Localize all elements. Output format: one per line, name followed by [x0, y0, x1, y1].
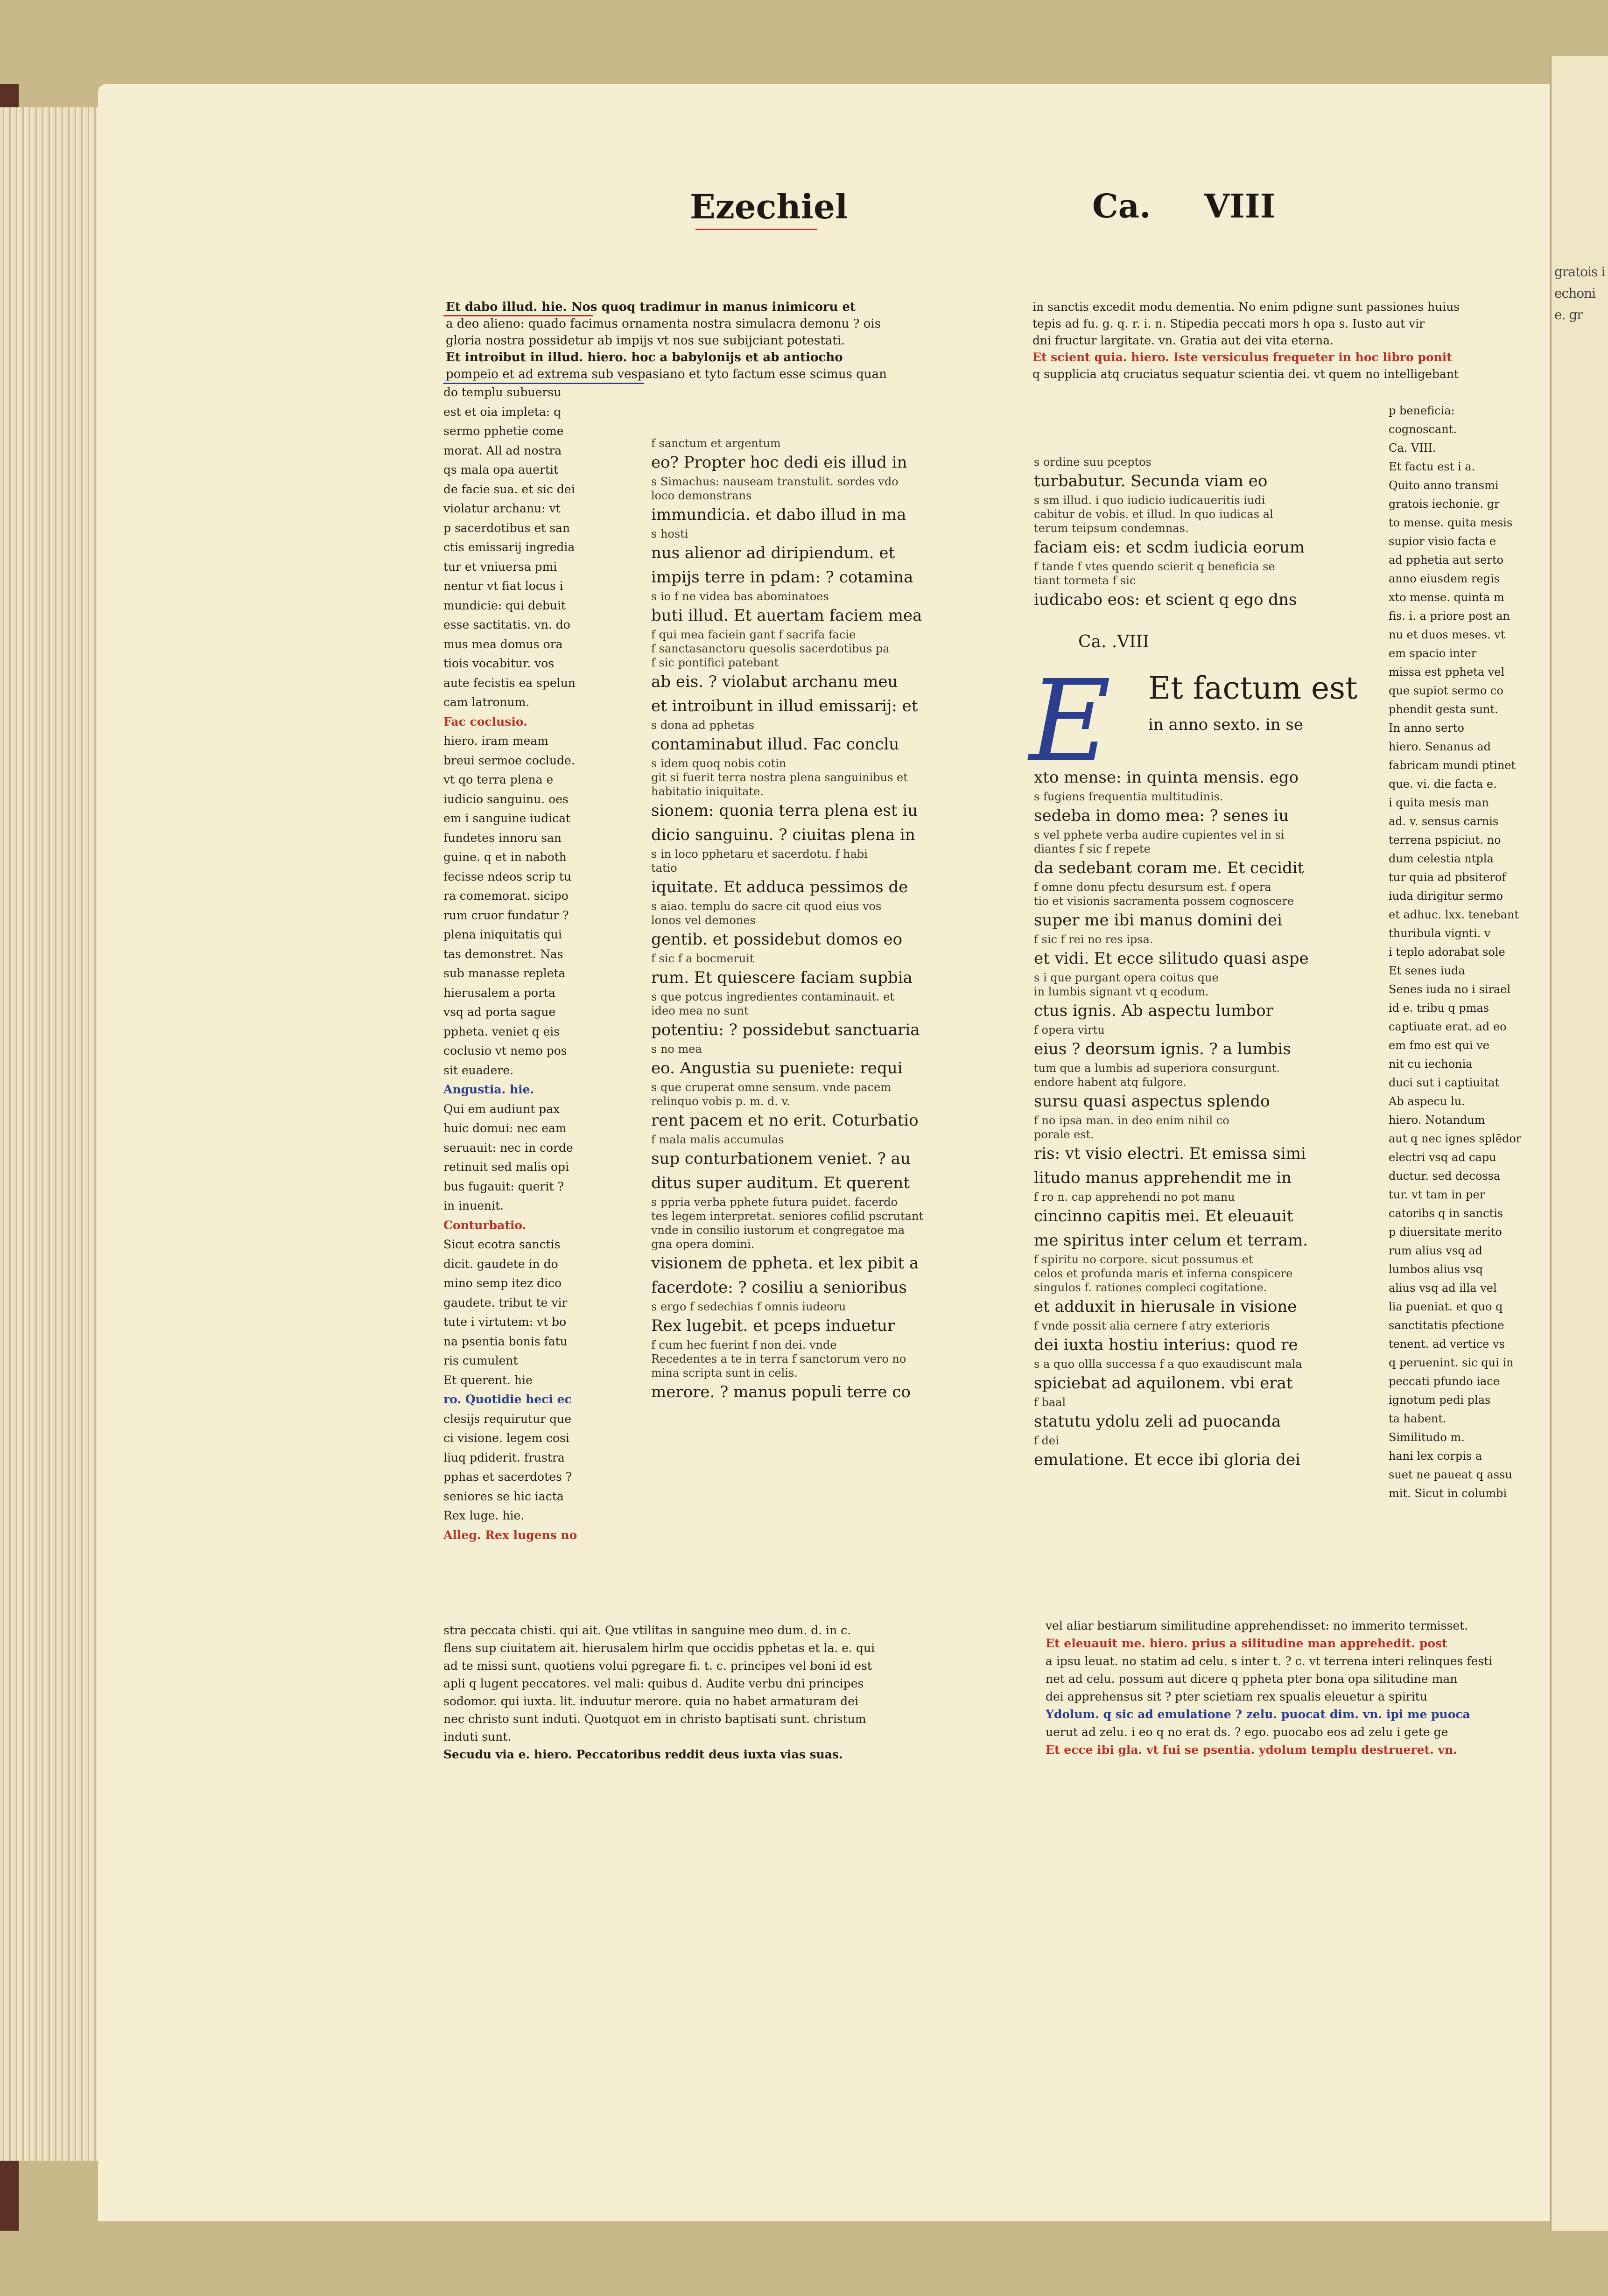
gloss-line: em fmo est qui ve [1389, 1039, 1489, 1052]
gloss-line: tur et vniuersa pmi [443, 560, 557, 574]
gloss-line: gratois iechonie. gr [1389, 497, 1500, 511]
gloss-line: net ad celu. possum aut dicere q ppheta pter bona opa silitudine man [1046, 1672, 1458, 1686]
gloss-line: suet ne paueat q assu [1389, 1468, 1512, 1481]
gloss-line: coclusio vt nemo pos [443, 1044, 567, 1057]
gloss-line: q supplicia atq cruciatus sequatur scientia dei. vt quem no intelligebant [1032, 367, 1459, 381]
interlinear-gloss: s aiao. templu do sacre cit quod eius vos [651, 900, 882, 913]
gloss-line: apli q lugent peccatores. vel mali: quibus d. Audite verbu dni principes [443, 1677, 864, 1690]
gloss-line: morat. All ad nostra [443, 443, 562, 457]
gloss-line: mus mea domus ora [443, 637, 563, 651]
gloss-line: tute i virtutem: vt bo [443, 1315, 567, 1329]
interlinear-gloss: s que potcus ingredientes contaminauit. et [651, 990, 894, 1003]
gloss-line: Qui em audiunt pax [443, 1102, 560, 1116]
text-line: eo. Angustia su pueniete: requi [651, 1059, 903, 1078]
gloss-line: rum alius vsq ad [1389, 1244, 1482, 1257]
gloss-line: dni fructur largitate. vn. Gratia aut dei vita eterna. [1032, 334, 1334, 347]
gloss-line: ra comemorat. sicipo [443, 889, 569, 903]
bottom-gloss [443, 1622, 971, 1764]
gloss-line: hiero. iram meam [443, 734, 548, 748]
text-line: potentiu: ? possidebut sanctuaria [651, 1021, 920, 1039]
text-line: contaminabut illud. Fac conclu [651, 735, 899, 754]
gloss-line: tur. vt tam in per [1389, 1188, 1485, 1201]
gloss-line: tepis ad fu. g. q. r. i. n. Stipedia peccati mors h opa s. Iusto aut vir [1032, 317, 1425, 330]
interlinear-gloss: mina scripta sunt in celis. [651, 1366, 798, 1379]
interlinear-gloss: f sic pontifici patebant [651, 656, 779, 669]
interlinear-gloss: f spiritu no corpore. sicut possumus et [1034, 1253, 1253, 1266]
gloss-line: i quita mesis man [1389, 796, 1489, 809]
gloss-line: q peruenint. sic qui in [1389, 1356, 1514, 1369]
text-line: super me ibi manus domini dei [1034, 911, 1283, 930]
gloss-line: peccati pfundo iace [1389, 1375, 1500, 1388]
gloss-line: uerut ad zelu. i eo q no erat ds. ? ego. puocabo eos ad zelu i gete ge [1046, 1725, 1448, 1739]
interlinear-gloss: f tande f vtes quendo scierit q beneficia se [1034, 560, 1275, 573]
interlinear-gloss: f dei [1034, 1434, 1059, 1447]
interlinear-gloss: celos et profunda maris et inferna conspicere [1034, 1267, 1293, 1280]
book-title [690, 187, 848, 226]
right-margin-gloss [1389, 401, 1529, 1503]
interlinear-gloss: f sanctum et argentum [651, 437, 781, 450]
title-underline [695, 229, 817, 230]
interlinear-gloss: Recedentes a te in terra f sanctorum vero no [651, 1352, 906, 1365]
interlinear-gloss: tes legem interpretat. seniores cofilid pscrutant [651, 1210, 924, 1223]
text-line: statutu ydolu zeli ad puocanda [1034, 1412, 1281, 1431]
gloss-line: guine. q et in naboth [443, 850, 567, 864]
interlinear-gloss: s fugiens frequentia multitudinis. [1034, 790, 1223, 803]
right-bottom-gloss [1046, 1617, 1536, 1759]
interlinear-gloss: tatio [651, 861, 677, 875]
interlinear-gloss: habitatio iniquitate. [651, 785, 764, 798]
gloss-line: fabricam mundi ptinet [1389, 759, 1516, 772]
gloss-line: sit euadere. [443, 1063, 514, 1077]
text-line: ris: vt visio electri. Et emissa simi [1034, 1144, 1306, 1163]
gloss-line: catoribs q in sanctis [1389, 1207, 1503, 1220]
chapter-opening-line: in anno sexto. in se [1148, 715, 1303, 734]
gloss-line: ad pphetia aut serto [1389, 553, 1504, 567]
gloss-line: retinuit sed malis opi [443, 1160, 569, 1174]
interlinear-gloss: tio et visionis sacramenta possem cognoscere [1034, 895, 1294, 908]
gloss-line: dum celestia ntpla [1389, 852, 1494, 865]
gloss-line: in sanctis excedit modu dementia. No enim pdigne sunt passiones huius [1032, 300, 1460, 314]
text-line: me spiritus inter celum et terram. [1034, 1231, 1308, 1250]
gloss-line: Et introibut in illud. hiero. hoc a babylonijs et ab antiocho [446, 350, 843, 364]
gloss-line: electri vsq ad capu [1389, 1151, 1496, 1164]
text-line: eius ? deorsum ignis. ? a lumbis [1034, 1040, 1291, 1058]
gloss-line: captiuate erat. ad eo [1389, 1020, 1507, 1033]
gloss-line: flens sup ciuitatem ait. hierusalem hirlm que occidis pphetas et la. e. qui [443, 1641, 875, 1655]
facing-page-line: gratois iechonie. gr [1554, 264, 1605, 322]
gloss-line: duci sut i captiuitat [1389, 1076, 1500, 1089]
interlinear-gloss: tum que a lumbis ad superiora consurgunt. [1034, 1062, 1280, 1075]
main-text-column-right-2 [1034, 765, 1361, 1472]
gloss-line: ad. v. sensus carnis [1389, 815, 1499, 828]
text-line: rum. Et quiescere faciam supbia [651, 968, 913, 987]
gloss-line: em spacio inter [1389, 647, 1477, 660]
gloss-line: Senes iuda no i sirael [1389, 983, 1511, 996]
gloss-line: lumbos alius vsq [1389, 1263, 1483, 1276]
gloss-line: Et senes iuda [1389, 964, 1465, 977]
gloss-line: stra peccata chisti. qui ait. Que vtilitas in sanguine meo dum. d. in c. [443, 1624, 851, 1637]
gloss-line: fis. i. a priore post an [1389, 609, 1510, 623]
gloss-line: clesijs requirutur que [443, 1412, 571, 1426]
gloss-line: nu et duos meses. vt [1389, 628, 1505, 641]
gloss-line: nit cu iechonia [1389, 1057, 1473, 1071]
gloss-line: In anno serto [1389, 721, 1464, 735]
interlinear-gloss: cabitur de vobis. et illud. In quo iudicas al [1034, 508, 1273, 521]
gloss-line: hiero. Notandum [1389, 1113, 1485, 1127]
gloss-line: mit. Sicut in columbi [1389, 1487, 1507, 1500]
main-text-column-right [1034, 455, 1361, 612]
right-top-gloss [1032, 299, 1523, 383]
interlinear-gloss: loco demonstrans [651, 489, 752, 502]
text-line: facerdote: ? cosiliu a senioribus [651, 1278, 907, 1297]
interlinear-gloss: s sm illud. i quo iudicio iudicaueritis iudi [1034, 494, 1265, 507]
interlinear-gloss: f opera virtu [1034, 1023, 1105, 1036]
interlinear-gloss: ideo mea no sunt [651, 1004, 749, 1017]
interlinear-gloss: endore habent atq fulgore. [1034, 1076, 1187, 1089]
interlinear-gloss: f cum hec fuerint f non dei. vnde [651, 1338, 837, 1351]
gloss-line: est et oia impleta: q [443, 405, 562, 419]
gloss-line: dei apprehensus sit ? pter scietiam rex spualis eleuetur a spiritu [1046, 1690, 1427, 1703]
text-line: rent pacem et no erit. Coturbatio [651, 1111, 919, 1130]
text-line: ditus super auditum. Et querent [651, 1174, 910, 1192]
gloss-line: missa est ppheta vel [1389, 665, 1505, 679]
text-line: litudo manus apprehendit me in [1034, 1169, 1292, 1187]
gloss-line: Et factu est i a. [1389, 460, 1475, 473]
gloss-line: gloria nostra possidetur ab impijs vt nos sue subijciant potestati. [446, 334, 845, 348]
text-line: iudicabo eos: et scient q ego dns [1034, 590, 1297, 609]
gloss-line: liuq pdiderit. frustra [443, 1450, 565, 1464]
gloss-line: Et querent. hie [443, 1373, 533, 1387]
text-line: et vidi. Et ecce silitudo quasi aspe [1034, 949, 1309, 968]
rubric-mark [443, 315, 593, 316]
gloss-rubric: Ydolum. q sic ad emulatione ? zelu. puocat dim. vn. ipi me puoca [1046, 1708, 1470, 1721]
gloss-line: in inuenit. [443, 1199, 504, 1212]
interlinear-gloss: singulos f. rationes compleci cogitatione. [1034, 1281, 1267, 1294]
gloss-line: tiois vocabitur. vos [443, 657, 555, 670]
gloss-line: a deo alieno: quado facimus ornamenta nostra simulacra demonu ? ois [446, 317, 881, 331]
text-line: faciam eis: et scdm iudicia eorum [1034, 538, 1305, 557]
interlinear-gloss: f sic f rei no res ipsa. [1034, 933, 1153, 946]
book-title-text: Ezechiel [690, 187, 848, 226]
text-line: nus alienor ad diripiendum. et [651, 544, 895, 562]
gloss-line: iudicio sanguinu. oes [443, 792, 569, 806]
gloss-line: pphas et sacerdotes ? [443, 1470, 572, 1484]
gloss-line: seniores se hic iacta [443, 1489, 564, 1503]
interlinear-gloss: gna opera domini. [651, 1238, 755, 1251]
gloss-line: ris cumulent [443, 1354, 518, 1367]
text-line: xto mense: in quinta mensis. ego [1034, 768, 1299, 787]
gloss-rubric: Et ecce ibi gla. vt fui se psentia. ydolum templu destrueret. vn. [1046, 1743, 1457, 1757]
interlinear-gloss: s ergo f sedechias f omnis iudeoru [651, 1300, 846, 1313]
interlinear-gloss: git si fuerit terra nostra plena sanguinibus et [651, 771, 908, 784]
interlinear-gloss: tiant tormeta f sic [1034, 574, 1136, 587]
text-line: dicio sanguinu. ? ciuitas plena in [651, 826, 915, 844]
top-gloss [446, 299, 964, 383]
interlinear-gloss: s vel pphete verba audire cupientes vel in si [1034, 828, 1285, 841]
gloss-line: i teplo adorabat sole [1389, 945, 1505, 959]
interlinear-gloss: s que cruperat omne sensum. vnde pacem [651, 1081, 892, 1094]
gloss-line: anno eiusdem regis [1389, 572, 1500, 585]
interlinear-gloss: diantes f sic f repete [1034, 842, 1151, 855]
gloss-line: pompeio et ad extrema sub vespasiano et tyto factum esse scimus quan [446, 367, 887, 381]
main-text-column-left [651, 436, 969, 1404]
gloss-line: id e. tribu q pmas [1389, 1001, 1489, 1015]
gloss-line: ignotum pedi plas [1389, 1393, 1491, 1407]
section-label-text: Ca. .VIII [1078, 632, 1149, 651]
gloss-line: hierusalem a porta [443, 986, 555, 1000]
gloss-line: ta habent. [1389, 1412, 1446, 1425]
gloss-line: breui sermoe coclude. [443, 753, 575, 767]
gloss-line: em i sanguine iudicat [443, 812, 571, 825]
interlinear-gloss: s i que purgant opera coitus que [1034, 971, 1219, 984]
gloss-line: ad te missi sunt. quotiens volui pgregare fi. t. c. principes vel boni id est [443, 1659, 872, 1673]
gloss-line: dicit. gaudete in do [443, 1257, 558, 1271]
interlinear-gloss: f ro n. cap apprehendi no pot manu [1034, 1190, 1235, 1204]
gloss-line: thuribula vignti. v [1389, 927, 1491, 940]
gloss-line: fundetes innoru san [443, 831, 562, 845]
gloss-rubric: Fac coclusio. [443, 714, 527, 728]
gloss-line: que. vi. die facta e. [1389, 777, 1497, 791]
gloss-line: p beneficia: [1389, 404, 1455, 417]
text-line: buti illud. Et auertam faciem mea [651, 606, 922, 625]
text-line: sup conturbationem veniet. ? au [651, 1149, 911, 1168]
page-edges [0, 107, 112, 2161]
interlinear-gloss: terum teipsum condemnas. [1034, 522, 1189, 535]
gloss-line: na psentia bonis fatu [443, 1334, 568, 1348]
gloss-rubric: Conturbatio. [443, 1218, 527, 1232]
facing-page-text [1554, 261, 1606, 1801]
interlinear-gloss: f sic f a bocmeruit [651, 952, 754, 965]
gloss-line: a ipsu leuat. no statim ad celu. s inter t. ? c. vt terrena interi relinques festi [1046, 1654, 1493, 1668]
gloss-line: de facie sua. et sic dei [443, 482, 575, 496]
interlinear-gloss: s a quo ollla successa f a quo exaudiscunt mala [1034, 1358, 1302, 1371]
text-line: et adduxit in hierusale in visione [1034, 1297, 1297, 1316]
left-gloss-column [443, 383, 621, 1545]
gloss-line: cam latronum. [443, 695, 530, 709]
gloss-line: hani lex corpis a [1389, 1449, 1482, 1463]
gloss-line: Rex luge. hie. [443, 1509, 525, 1522]
text-line: immundicia. et dabo illud in ma [651, 505, 906, 524]
gloss-line: et adhuc. lxx. tenebant [1389, 908, 1519, 921]
chapter-opening-heading: Et factum est [1148, 670, 1358, 706]
decorated-initial: E [1029, 656, 1111, 786]
gloss-line: Quito anno transmi [1389, 479, 1499, 492]
gloss-rubric: Et scient quia. hiero. Iste versiculus frequeter in hoc libro ponit [1032, 350, 1452, 364]
interlinear-gloss: s in loco pphetaru et sacerdotu. f habi [651, 847, 868, 861]
chapter-number: VIII [1204, 187, 1276, 225]
gloss-line: sodomor. qui iuxta. lit. induutur merore. quia no habet armaturam dei [443, 1694, 859, 1708]
interlinear-gloss: relinquo vobis p. m. d. v. [651, 1095, 790, 1108]
interlinear-gloss: f no ipsa man. in deo enim nihil co [1034, 1114, 1229, 1127]
text-line: sursu quasi aspectus splendo [1034, 1092, 1270, 1111]
text-line: sionem: quonia terra plena est iu [651, 801, 918, 820]
gloss-line: tur quia ad pbsiterof [1389, 871, 1506, 884]
interlinear-gloss: porale est. [1034, 1128, 1094, 1141]
gloss-line: vt qo terra plena e [443, 773, 554, 786]
text-line: ctus ignis. Ab aspectu lumbor [1034, 1001, 1273, 1020]
interlinear-gloss: lonos vel demones [651, 914, 756, 927]
text-line: turbabutur. Secunda viam eo [1034, 472, 1268, 490]
gloss-line: do templu subuersu [443, 385, 562, 399]
gloss-line: ppheta. veniet q eis [443, 1024, 560, 1038]
interlinear-gloss: s io f ne videa bas abominatoes [651, 590, 829, 603]
gloss-line: Sicut ecotra sanctis [443, 1238, 561, 1251]
gloss-line: rum cruor fundatur ? [443, 908, 569, 922]
text-line: impijs terre in pdam: ? cotamina [651, 568, 913, 587]
text-line: da sedebant coram me. Et cecidit [1034, 859, 1304, 877]
chapter-label: Ca. [1092, 187, 1151, 225]
interlinear-gloss: f qui mea faciein gant f sacrifa facie [651, 628, 856, 641]
interlinear-gloss: s Simachus: nauseam transtulit. sordes vdo [651, 475, 899, 488]
text-line: spiciebat ad aquilonem. vbi erat [1034, 1374, 1293, 1393]
gloss-line: Similitudo m. [1389, 1431, 1465, 1444]
interlinear-gloss: s hosti [651, 527, 688, 540]
gloss-line: Secudu via e. hiero. Peccatoribus reddit deus iuxta vias suas. [443, 1748, 843, 1761]
gloss-line: ctis emissarij ingredia [443, 540, 575, 554]
text-line: ab eis. ? violabut archanu meu [651, 672, 898, 691]
gloss-line: ci visione. legem cosi [443, 1431, 569, 1445]
chapter-opening [1148, 665, 1357, 738]
gloss-line: Et dabo illud. hie. Nos quoq tradimur in manus inimicoru et [446, 300, 856, 314]
interlinear-gloss: f vnde possit alia cernere f atry exterioris [1034, 1319, 1270, 1332]
gloss-line: huic domui: nec eam [443, 1121, 567, 1135]
interlinear-gloss: s no mea [651, 1043, 702, 1056]
gloss-line: xto mense. quinta m [1389, 591, 1504, 604]
text-line: merore. ? manus populi terre co [651, 1383, 911, 1401]
interlinear-gloss: in lumbis signant vt q ecodum. [1034, 985, 1209, 998]
gloss-line: hiero. Senanus ad [1389, 740, 1491, 753]
interlinear-gloss: f mala malis accumulas [651, 1133, 784, 1146]
gloss-line: sub manasse repleta [443, 966, 566, 980]
gloss-line: fecisse ndeos scrip tu [443, 869, 572, 883]
gloss-line: Ca. VIII. [1389, 441, 1436, 455]
text-line: cincinno capitis mei. Et eleuauit [1034, 1207, 1293, 1225]
gloss-line: aute fecistis ea spelun [443, 676, 576, 690]
text-line: sedeba in domo mea: ? senes iu [1034, 806, 1289, 825]
gloss-line: ductur. sed decossa [1389, 1169, 1501, 1183]
text-line: et introibunt in illud emissarij: et [651, 697, 918, 715]
gloss-line: tenent. ad vertice vs [1389, 1337, 1505, 1351]
interlinear-gloss: f omne donu pfectu desursum est. f opera [1034, 881, 1271, 894]
interlinear-gloss: f sanctasanctoru quesolis sacerdotibus pa [651, 642, 890, 655]
gloss-line: aut q nec ignes splēdor [1389, 1132, 1522, 1145]
gloss-line: nec christo sunt induti. Quotquot em in christo baptisati sunt. christum [443, 1712, 866, 1726]
interlinear-gloss: s idem quoq nobis cotin [651, 757, 786, 770]
section-label [1078, 632, 1149, 651]
gloss-rubric: Angustia. hie. [443, 1083, 534, 1096]
gloss-line: terrena pspiciut. no [1389, 833, 1501, 847]
gloss-line: Ab aspecu lu. [1389, 1095, 1465, 1108]
gloss-line: p diuersitate merito [1389, 1225, 1502, 1239]
gloss-line: tas demonstret. Nas [443, 947, 563, 961]
gloss-line: phendit gesta sunt. [1389, 703, 1498, 716]
gloss-line: violatur archanu: vt [443, 502, 561, 515]
gloss-line: vel aliar bestiarum similitudine apprehendisset: no immerito termisset. [1046, 1619, 1468, 1632]
gloss-line: seruauit: nec in corde [443, 1141, 573, 1155]
gloss-line: sermo pphetie come [443, 424, 564, 438]
text-line: gentib. et possidebut domos eo [651, 930, 903, 949]
gloss-line: mino semp itez dico [443, 1276, 562, 1290]
gloss-line: p sacerdotibus et san [443, 521, 570, 535]
interlinear-gloss: s dona ad pphetas [651, 719, 755, 732]
interlinear-gloss: s ppria verba pphete futura puidet. facerdo [651, 1196, 898, 1209]
text-line: visionem de ppheta. et lex pibit a [651, 1254, 919, 1273]
text-line: iquitate. Et adduca pessimos de [651, 878, 908, 896]
gloss-line: sanctitatis pfectione [1389, 1319, 1504, 1332]
gloss-line: qs mala opa auertit [443, 463, 558, 476]
text-line: Rex lugebit. et pceps induetur [651, 1316, 895, 1335]
gloss-line: to mense. quita mesis [1389, 516, 1513, 529]
gloss-line: gaudete. tribut te vir [443, 1295, 568, 1309]
gloss-line: nentur vt fiat locus i [443, 579, 563, 593]
gloss-rubric: Alleg. Rex lugens no [443, 1528, 577, 1542]
text-line: dei iuxta hostiu interius: quod re [1034, 1336, 1298, 1354]
gloss-line: iuda dirigitur sermo [1389, 889, 1503, 903]
gloss-rubric: ro. Quotidie heci ec [443, 1393, 572, 1406]
gloss-line: plena iniquitatis qui [443, 928, 562, 941]
gloss-line: lia pueniat. et quo q [1389, 1300, 1503, 1313]
gloss-line: bus fugauit: querit ? [443, 1179, 564, 1193]
gloss-line: cognoscant. [1389, 423, 1457, 436]
text-line: eo? Propter hoc dedi eis illud in [651, 453, 907, 472]
gloss-line: que supiot sermo co [1389, 684, 1503, 697]
gloss-line: induti sunt. [443, 1730, 512, 1743]
chapter-heading [1092, 187, 1275, 225]
gloss-line: vsq ad porta sague [443, 1005, 556, 1019]
interlinear-gloss: vnde in consilio iustorum et congregatoe ma [651, 1224, 905, 1237]
gloss-line: alius vsq ad illa vel [1389, 1281, 1497, 1295]
gloss-line: mundicie: qui debuit [443, 598, 566, 612]
gloss-line: esse sactitatis. vn. do [443, 618, 570, 631]
gloss-rubric: Et eleuauit me. hiero. prius a silitudine man apprehedit. post [1046, 1637, 1447, 1650]
gloss-line: supior visio facta e [1389, 535, 1496, 548]
text-line: emulatione. Et ecce ibi gloria dei [1034, 1450, 1300, 1469]
interlinear-gloss: f baal [1034, 1396, 1066, 1409]
interlinear-gloss: s ordine suu pceptos [1034, 455, 1152, 469]
